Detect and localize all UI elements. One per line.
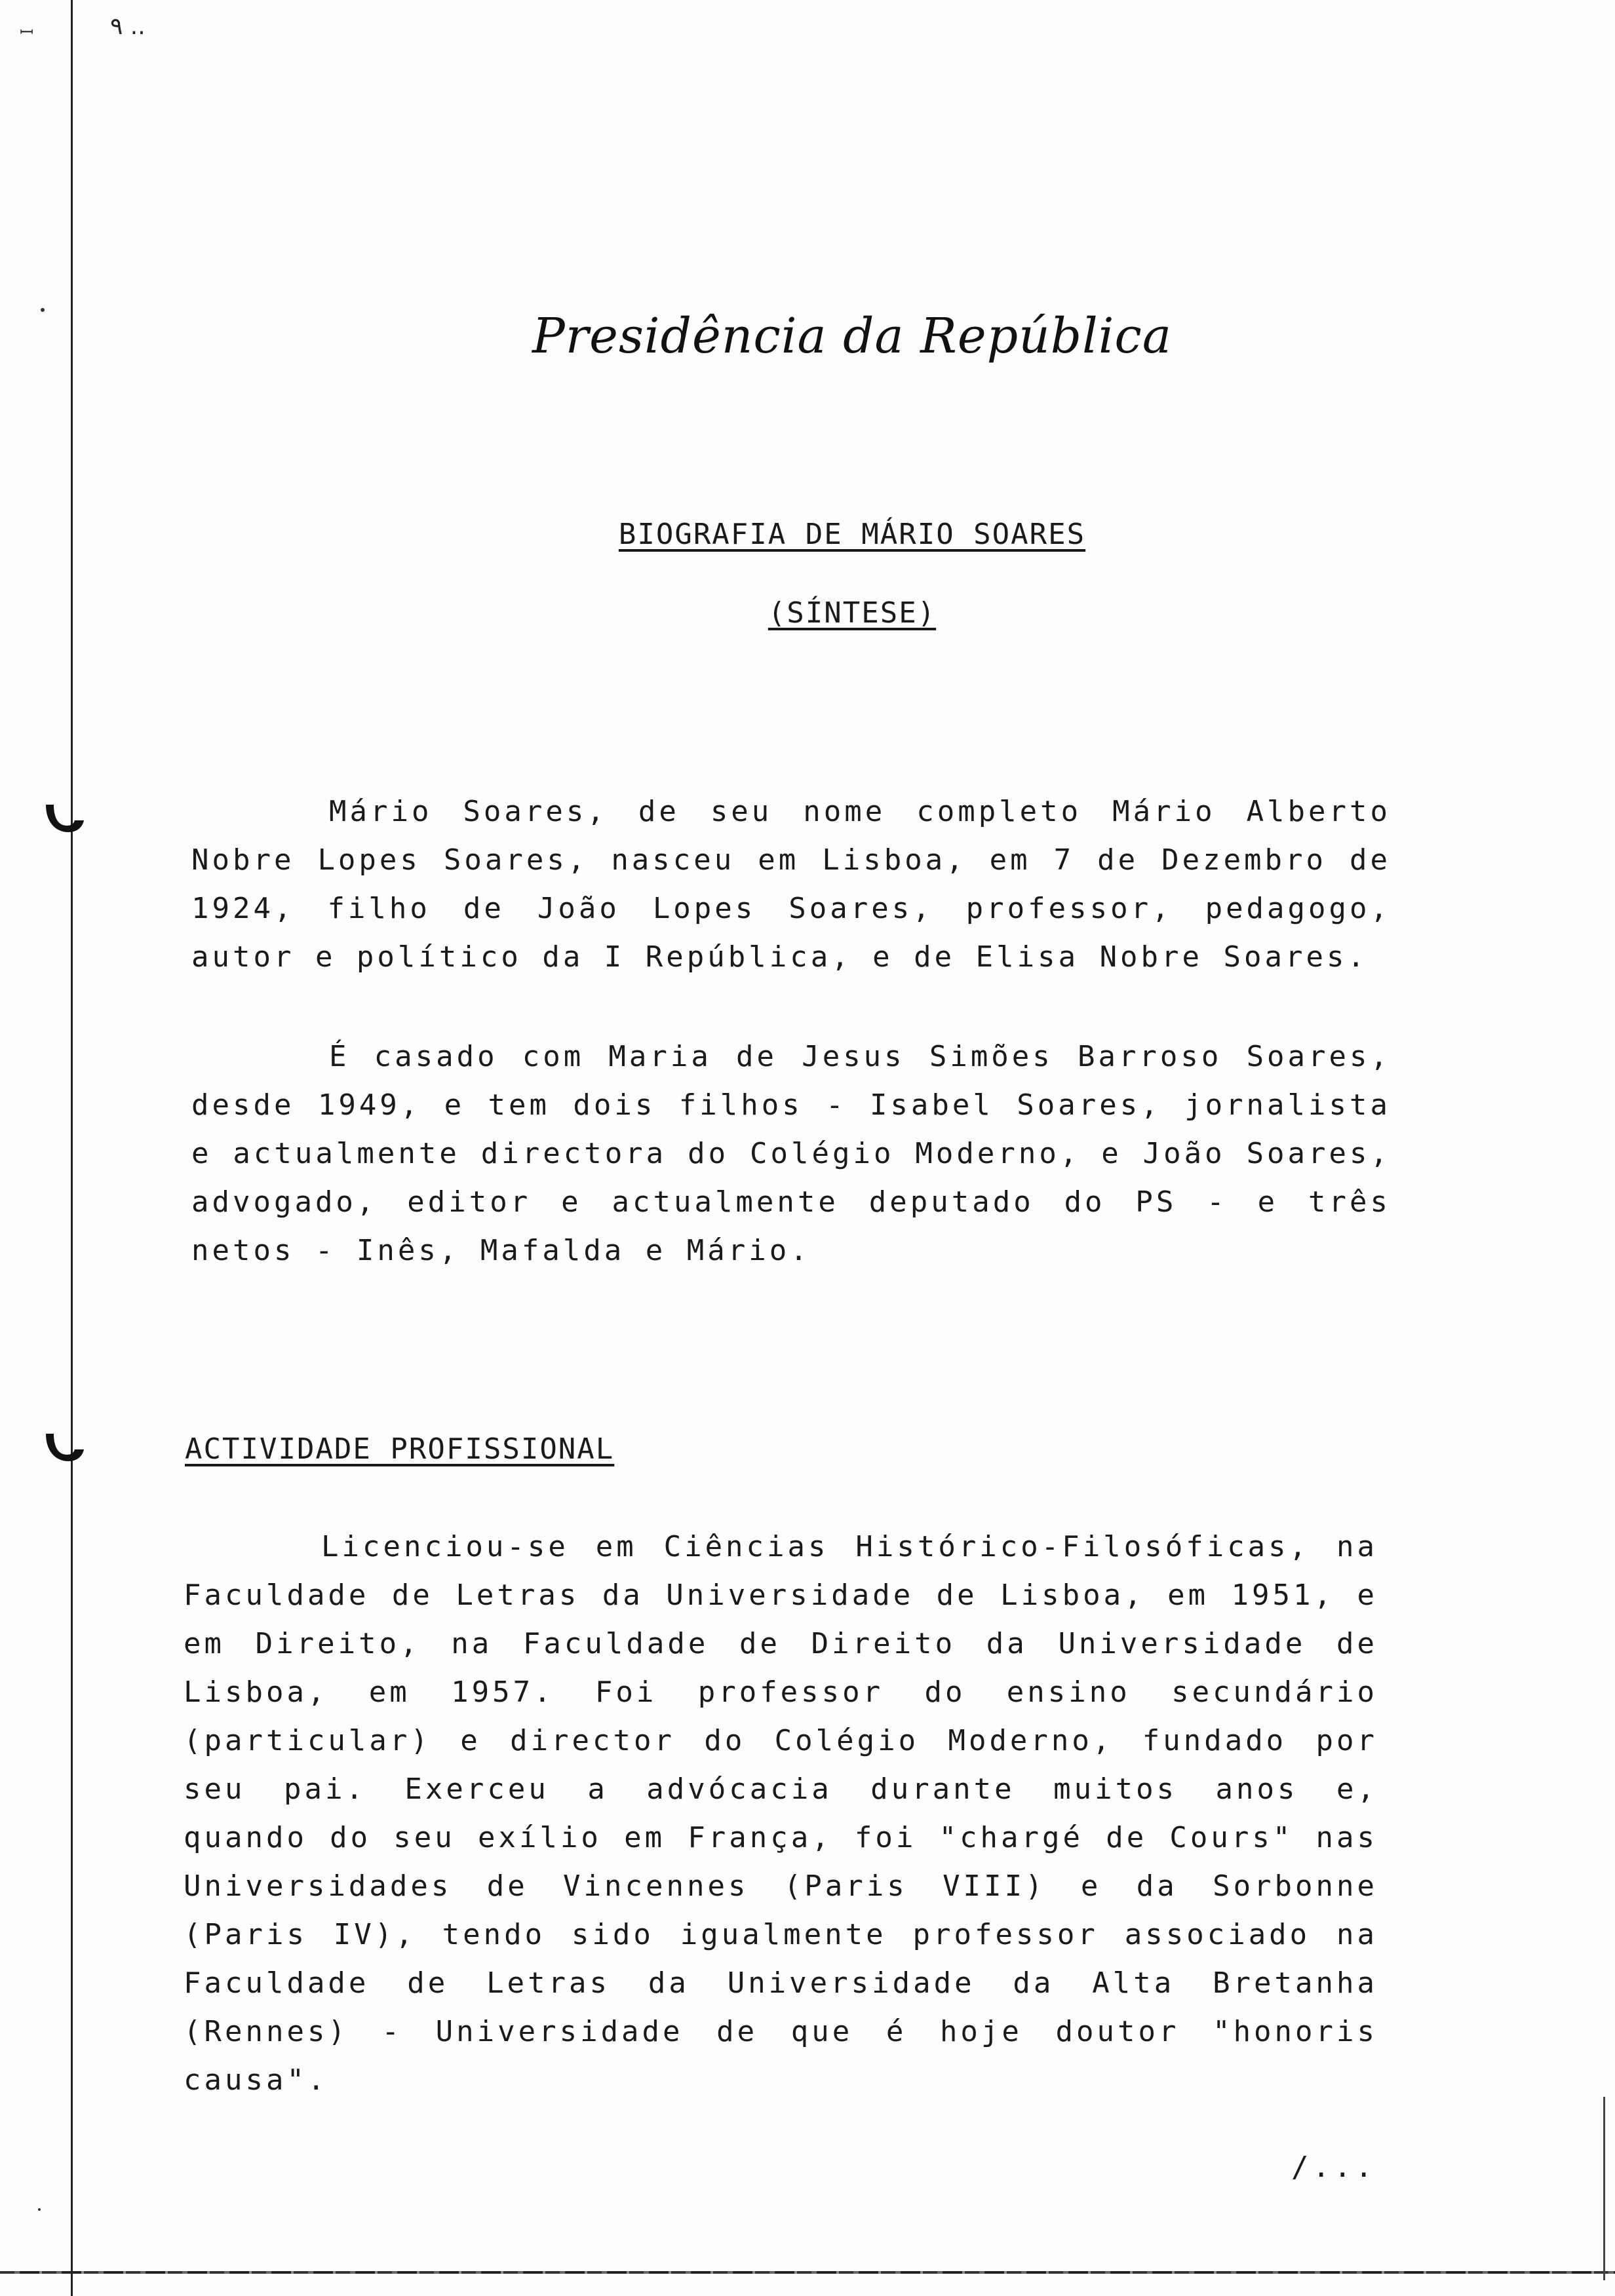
corner-mark: ٩ ..: [110, 13, 146, 40]
paragraph-professional-activity: Licenciou-se em Ciências Histórico-Filosóficas, na Faculdade de Letras da Universidade de Lisboa, em 1951, e em Direito, na Faculdade de Direito da Universidade de Lisboa, em 1957. Foi professor do ensino secundário (particular) e director do Colégio Moderno, fundado por seu pai. Exerceu a advócacia durante muitos anos e, quando do seu exílio em França, foi "chargé de Cours" nas Universidades de Vincennes (Paris VIII) e da Sorbonne (Paris IV), tendo sido igualmente professor associado na Faculdade de Letras da Universidade da Alta Bretanha (Rennes) - Universidade de que é hoje doutor "honoris causa".: [184, 1530, 1378, 2097]
paragraph-family: É casado com Maria de Jesus Simões Barroso Soares, desde 1949, e tem dois filhos - Isabel Soares, jornalista e actualmente directora do Colégio Moderno, e João Soares, advogado, editor e actualmente deputado do PS - e três netos - Inês, Mafalda e Mário.: [191, 1040, 1391, 1267]
page-bottom-edge: [0, 2271, 1615, 2274]
section-heading: ACTIVIDADE PROFISSIONAL: [185, 1432, 615, 1466]
document-title: [393, 518, 1311, 551]
binder-hole-icon: [43, 801, 85, 835]
continuation-mark: /...: [1291, 2151, 1376, 2184]
scan-speck: [41, 308, 45, 312]
page-right-edge: [1603, 2097, 1605, 2280]
margin-mark: ꟷ: [20, 23, 34, 43]
document-subtitle-text: (SÍNTESE): [768, 596, 937, 630]
paragraph-birth: Mário Soares, de seu nome completo Mário Alberto Nobre Lopes Soares, nasceu em Lisboa, em 7 de Dezembro de 1924, filho de João Lopes Soares, professor, pedagogo, autor e político da I República, e de Elisa Nobre Soares.: [191, 795, 1391, 974]
binder-hole-icon: [43, 1430, 85, 1464]
scan-speck: [38, 2208, 41, 2211]
letterhead: Presidência da República: [532, 308, 1172, 364]
document-title-text: BIOGRAFIA DE MÁRIO SOARES: [618, 518, 1086, 551]
binding-line: [71, 0, 73, 2296]
document-subtitle: [393, 596, 1311, 630]
